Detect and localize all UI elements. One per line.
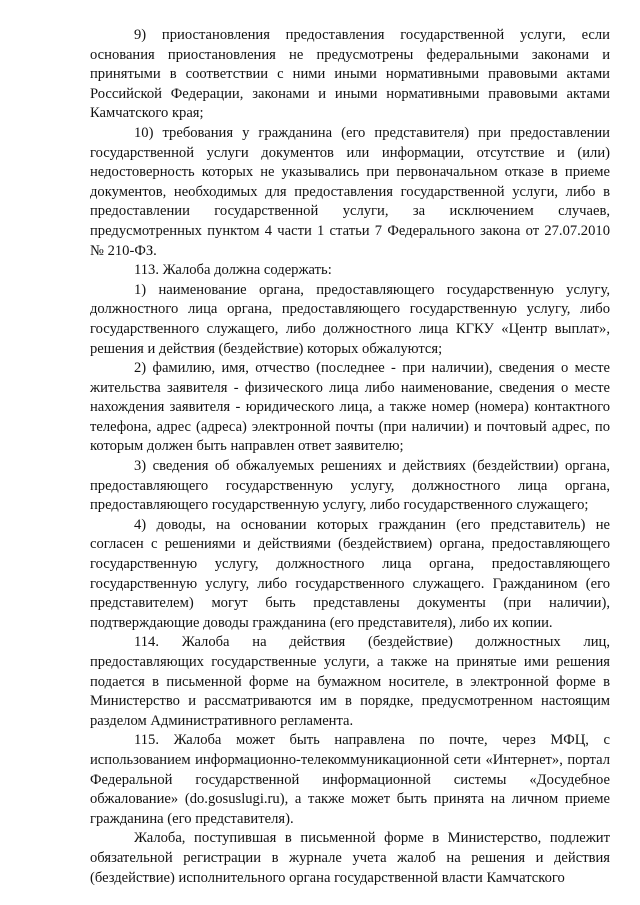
paragraph-113-item-3: 3) сведения об обжалуемых решениях и действиях (бездействии) органа, предоставляющего государственную услугу, должностного лица органа, предоставляющего государственную услугу, либо государственного служащего; [90, 458, 610, 514]
paragraph-complaint-registration: Жалоба, поступившая в письменной форме в Министерство, подлежит обязательной регистрации в журнале учета жалоб на решения и действия (бездействие) исполнительного органа государственной власти Камчатского [90, 830, 610, 886]
paragraph-113-item-2: 2) фамилию, имя, отчество (последнее - при наличии), сведения о месте жительства заявителя - физического лица либо наименование, сведения о месте нахождения заявителя - юридического лица, а также номер (номера) контактного телефона, адрес (адреса) электронной почты (при наличии) и почтовый адрес, по которым должен быть направлен ответ заявителю; [90, 360, 610, 455]
paragraph-section-115: 115. Жалоба может быть направлена по почте, через МФЦ, с использованием информационно-телекоммуникационной сети «Интернет», портал Федеральной государственной информационной системы «Досудебное обжалование» (do.gosuslugi.ru), а также может быть принята на личном приеме гражданина (его представителя). [90, 732, 610, 827]
paragraph-item-10: 10) требования у гражданина (его представителя) при предоставлении государственной услуги документов или информации, отсутствие и (или) недостоверность которых не указывались при первоначальном отказе в приеме документов, необходимых для предоставления государственной услуги, либо в предоставлении государственной услуги, за исключением случаев, предусмотренных пунктом 4 части 1 статьи 7 Федерального закона от 27.07.2010 № 210-ФЗ. [90, 124, 610, 259]
paragraph-113-item-1: 1) наименование органа, предоставляющего государственную услугу, должностного лица органа, предоставляющего государственную услугу, либо государственного служащего, либо должностного лица КГКУ «Центр выплат», решения и действия (бездействие) которых обжалуются; [90, 281, 610, 357]
document-body [90, 26, 610, 888]
paragraph-section-114: 114. Жалоба на действия (бездействие) должностных лиц, предоставляющих государственные услуги, а также на принятые ими решения подается в письменной форме на бумажном носителе, в электронной форме в Министерство и рассматриваются им в порядке, предусмотренном настоящим разделом Административного регламента. [90, 634, 610, 729]
paragraph-item-9: 9) приостановления предоставления государственной услуги, если основания приостановления не предусмотрены федеральными законами и принятыми в соответствии с ними иными нормативными правовыми актами Российской Федерации, законами и иными нормативными правовыми актами Камчатского края; [90, 27, 610, 122]
paragraph-113-item-4: 4) доводы, на основании которых гражданин (его представитель) не согласен с решениями и действиями (бездействием) органа, предоставляющего государственную услугу, должностного лица органа, предоставляющего государственную услугу, либо государственного служащего. Гражданином (его представителем) могут быть представлены документы (при наличии), подтверждающие доводы гражданина (его представителя), либо их копии. [90, 516, 610, 631]
paragraph-section-113: 113. Жалоба должна содержать: [134, 262, 332, 279]
